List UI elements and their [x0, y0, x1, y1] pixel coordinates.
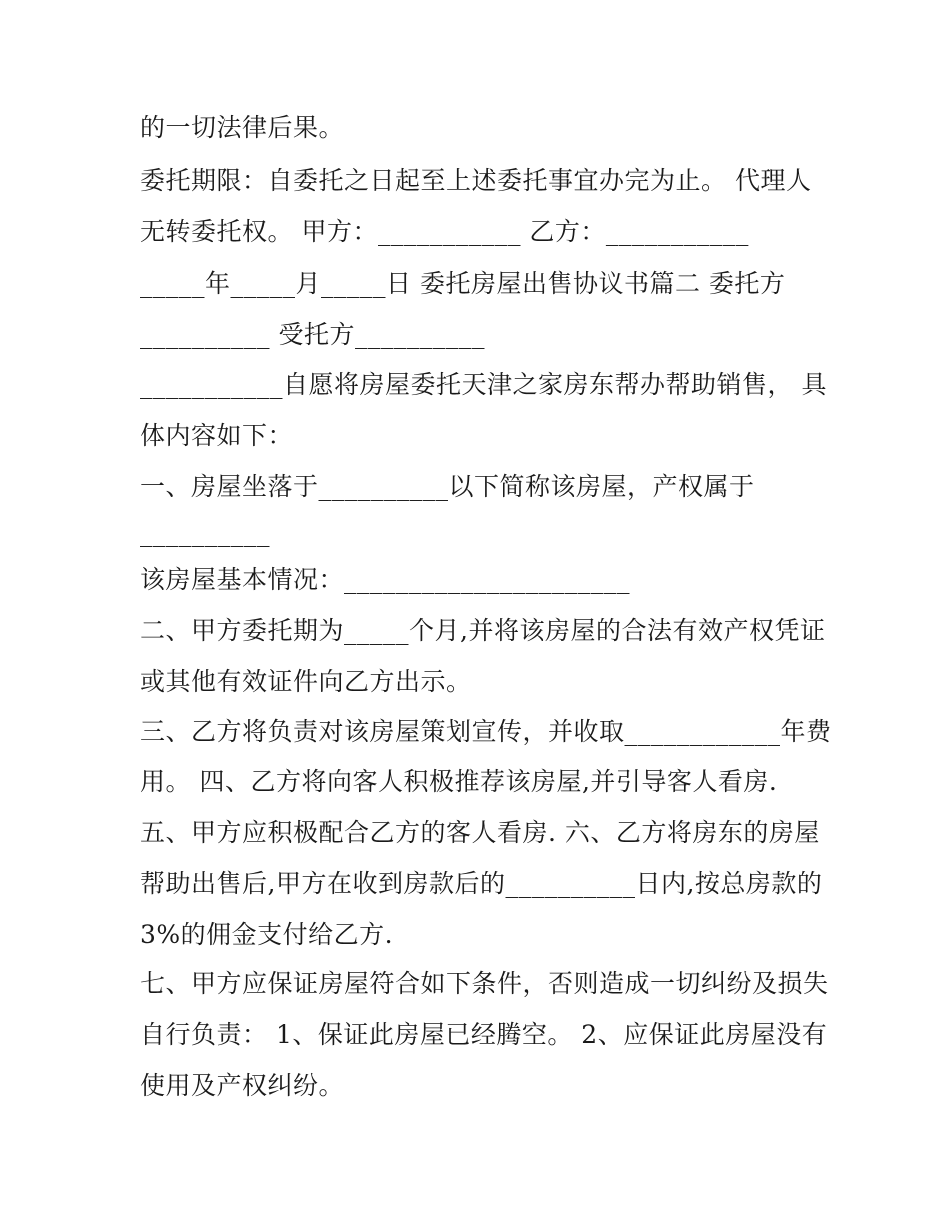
text-line: 五、甲方应积极配合乙方的客人看房. 六、乙方将房东的房屋	[140, 818, 820, 847]
text-line: ___________自愿将房屋委托天津之家房东帮办帮助销售， 具	[140, 370, 827, 399]
text-line: 3%的佣金支付给乙方.	[140, 920, 394, 949]
text-line: 用。 四、乙方将向客人积极推荐该房屋,并引导客人看房.	[140, 767, 778, 796]
text-line: __________ 受托方__________	[140, 320, 485, 349]
text-line: 二、甲方委托期为_____个月,并将该房屋的合法有效产权凭证	[140, 616, 826, 645]
text-line: _____年_____月_____日 委托房屋出售协议书篇二 委托方	[140, 269, 786, 298]
text-line: 无转委托权。 甲方：___________ 乙方：___________	[140, 217, 749, 246]
text-line: 使用及产权纠纷。	[140, 1071, 345, 1100]
text-line: 的一切法律后果。	[140, 113, 345, 142]
text-line: 帮助出售后,甲方在收到房款后的__________日内,按总房款的	[140, 869, 823, 898]
text-line: 委托期限：自委托之日起至上述委托事宜办完为止。 代理人	[140, 166, 812, 195]
text-line: 一、房屋坐落于__________以下简称该房屋，产权属于	[140, 472, 755, 501]
text-line: 该房屋基本情况：______________________	[140, 565, 631, 594]
text-line: 七、甲方应保证房屋符合如下条件，否则造成一切纠纷及损失	[140, 969, 829, 998]
text-line: 自行负责： 1、保证此房屋已经腾空。 2、应保证此房屋没有	[140, 1020, 828, 1049]
text-line: 体内容如下：	[140, 421, 294, 450]
text-line: __________	[140, 518, 270, 547]
text-line: 或其他有效证件向乙方出示。	[140, 667, 472, 696]
text-line: 三、乙方将负责对该房屋策划宣传，并收取____________年费	[140, 717, 832, 746]
